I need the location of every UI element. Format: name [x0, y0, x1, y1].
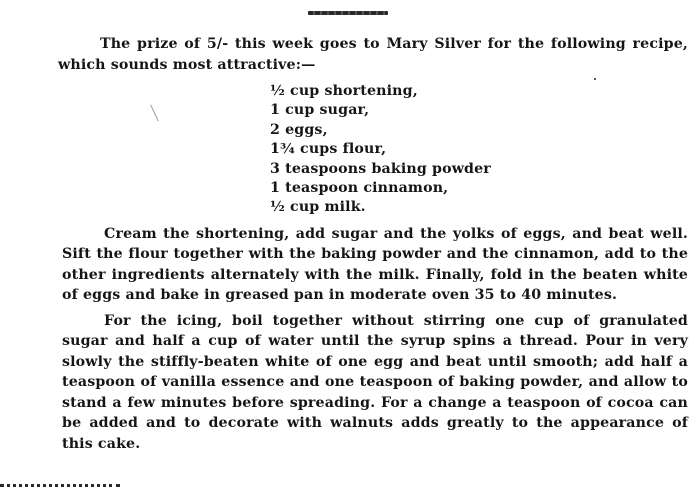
top-divider-rule	[308, 11, 388, 15]
ingredient-item: 3 teaspoons baking powder	[270, 160, 491, 177]
intro-paragraph: The prize of 5/- this week goes to Mary Silver for the following recipe, which sounds most attractive:—	[58, 36, 688, 73]
icing-paragraph: For the icing, boil together without stirring one cup of granulated sugar and half a cup of water until the syrup spins a thread. Pour in very slowly the stiffly-beaten white of one egg and beat until smooth; add half a teaspoon of vanilla essence and one teaspoon of baking powder, and allow to stand a few minutes before spreading. For a change a teaspoon of cocoa can be added and to decorate with walnuts adds greatly to the appearance of this cake.	[62, 312, 688, 452]
method-paragraph: Cream the shortening, add sugar and the yolks of eggs, and beat well. Sift the flour together with the baking powder and the cinnamon, add to the other ingredients alternately with the milk. Finally, fold in the beaten white of eggs and bake in greased pan in moderate oven 35 to 40 minutes.	[62, 225, 688, 304]
bottom-divider-rule	[0, 484, 120, 487]
print-speck	[594, 78, 596, 80]
recipe-clipping	[58, 34, 688, 454]
ingredient-item: ½ cup shortening,	[270, 83, 418, 99]
ingredient-item: 1¾ cups flour,	[270, 141, 387, 158]
ingredient-item: 1 cup sugar,	[270, 102, 370, 119]
ingredient-item: 1 teaspoon cinnamon,	[270, 180, 449, 197]
ingredient-item: 2 eggs,	[270, 121, 328, 138]
ingredient-list	[270, 82, 688, 218]
ingredient-item: ½ cup milk.	[270, 199, 366, 216]
